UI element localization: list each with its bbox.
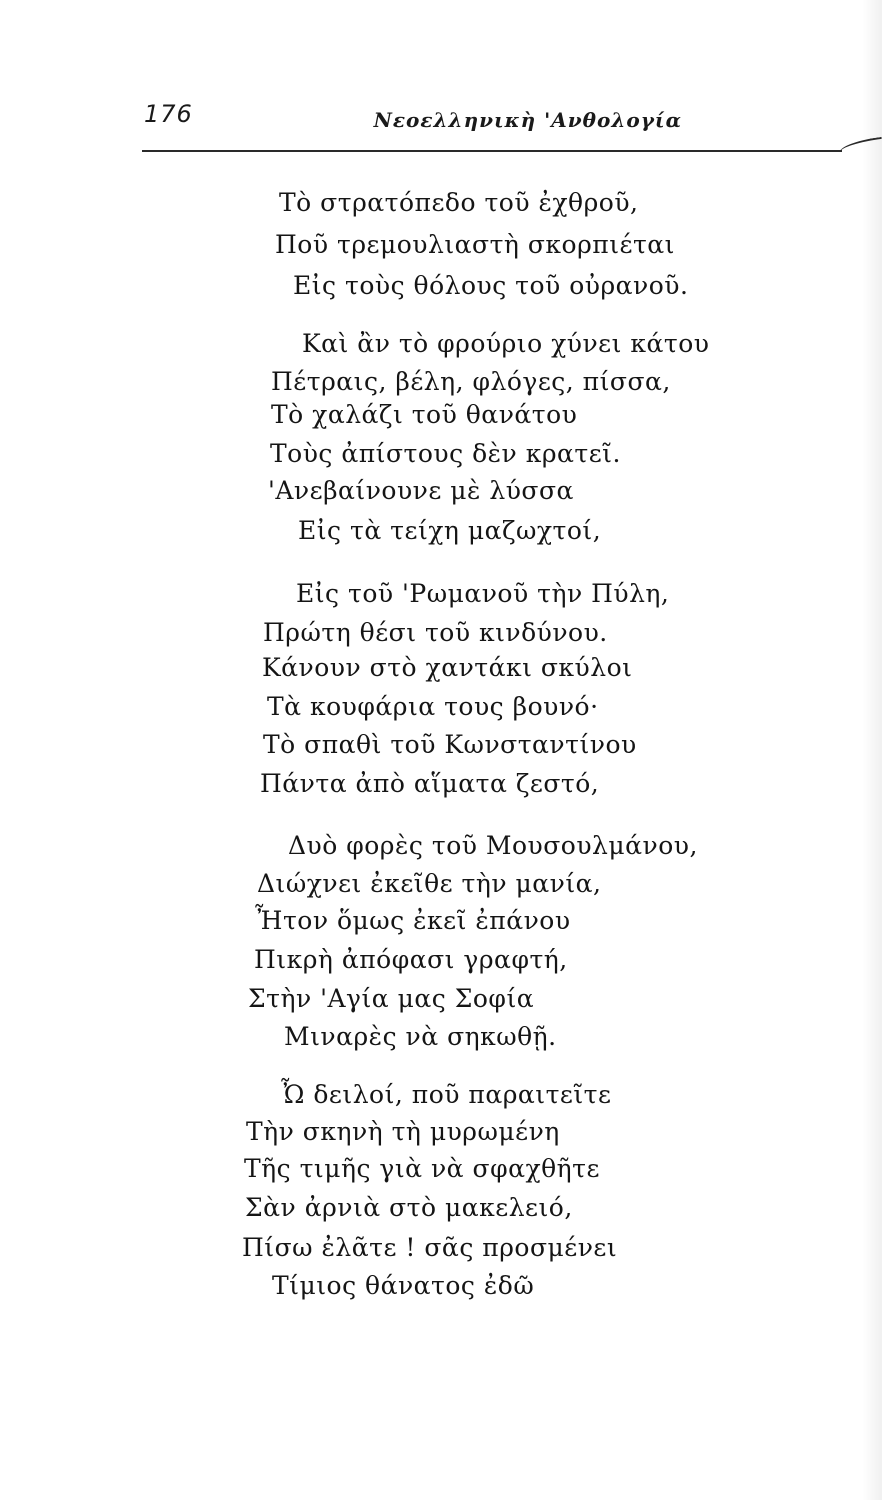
verse-line: Διώχνει ἐκεῖθε τὴν μανία, — [257, 869, 602, 898]
verse-line: Ἦτον ὅμως ἐκεῖ ἐπάνου — [255, 906, 571, 935]
verse-line: Τίμιος θάνατος ἐδῶ — [272, 1271, 535, 1300]
verse-line: Δυὸ φορὲς τοῦ Μουσουλμάνου, — [288, 831, 698, 860]
verse-line: Μιναρὲς νὰ σηκωθῇ. — [284, 1022, 557, 1051]
verse-line: Εἰς τοὺς θόλους τοῦ οὐρανοῦ. — [293, 271, 689, 300]
verse-line: Ὦ δειλοί, ποῦ παραιτεῖτε — [281, 1080, 612, 1109]
verse-line: Πάντα ἀπὸ αἵματα ζεστό, — [260, 769, 600, 798]
verse-line: Τὸ χαλάζι τοῦ θανάτου — [271, 400, 578, 429]
running-title: Νεοελληνικὴ 'Ανθολογία — [373, 108, 682, 132]
verse-line: Τὸ σπαθὶ τοῦ Κωνσταντίνου — [263, 730, 637, 759]
page-number: 176 — [144, 100, 193, 128]
verse-line: Τῆς τιμῆς γιὰ νὰ σφαχθῆτε — [244, 1154, 600, 1183]
verse-line: Κάνουν στὸ χαντάκι σκύλοι — [262, 653, 633, 682]
verse-line: Στὴν 'Αγία μας Σοφία — [248, 984, 535, 1013]
verse-line: Ποῦ τρεμουλιαστὴ σκορπιέται — [275, 230, 675, 259]
verse-line: Εἰς τοῦ 'Ρωμανοῦ τὴν Πύλη, — [296, 579, 670, 608]
page-gutter-shadow — [862, 0, 882, 1500]
verse-line: Καὶ ἂν τὸ φρούριο χύνει κάτου — [302, 329, 710, 358]
verse-line: Τὸ στρατόπεδο τοῦ ἐχθροῦ, — [279, 188, 639, 217]
verse-line: Πέτραις, βέλη, φλόγες, πίσσα, — [271, 367, 671, 396]
verse-line: Εἰς τὰ τείχη μαζωχτοί, — [298, 516, 602, 545]
verse-line: Πρώτη θέσι τοῦ κινδύνου. — [263, 618, 608, 647]
header-rule — [142, 150, 842, 152]
verse-line: Τὰ κουφάρια τους βουνό· — [267, 692, 599, 721]
verse-line: Πικρὴ ἀπόφασι γραφτή, — [254, 945, 568, 974]
verse-line: Τὴν σκηνὴ τὴ μυρωμένη — [246, 1117, 560, 1146]
verse-line: Πίσω ἐλᾶτε ! σᾶς προσμένει — [242, 1233, 618, 1262]
verse-line: Τοὺς ἀπίστους δὲν κρατεῖ. — [270, 439, 621, 468]
verse-line: 'Ανεβαίνουνε μὲ λύσσα — [268, 476, 574, 505]
verse-line: Σὰν ἀρνιὰ στὸ μακελειό, — [245, 1193, 573, 1222]
